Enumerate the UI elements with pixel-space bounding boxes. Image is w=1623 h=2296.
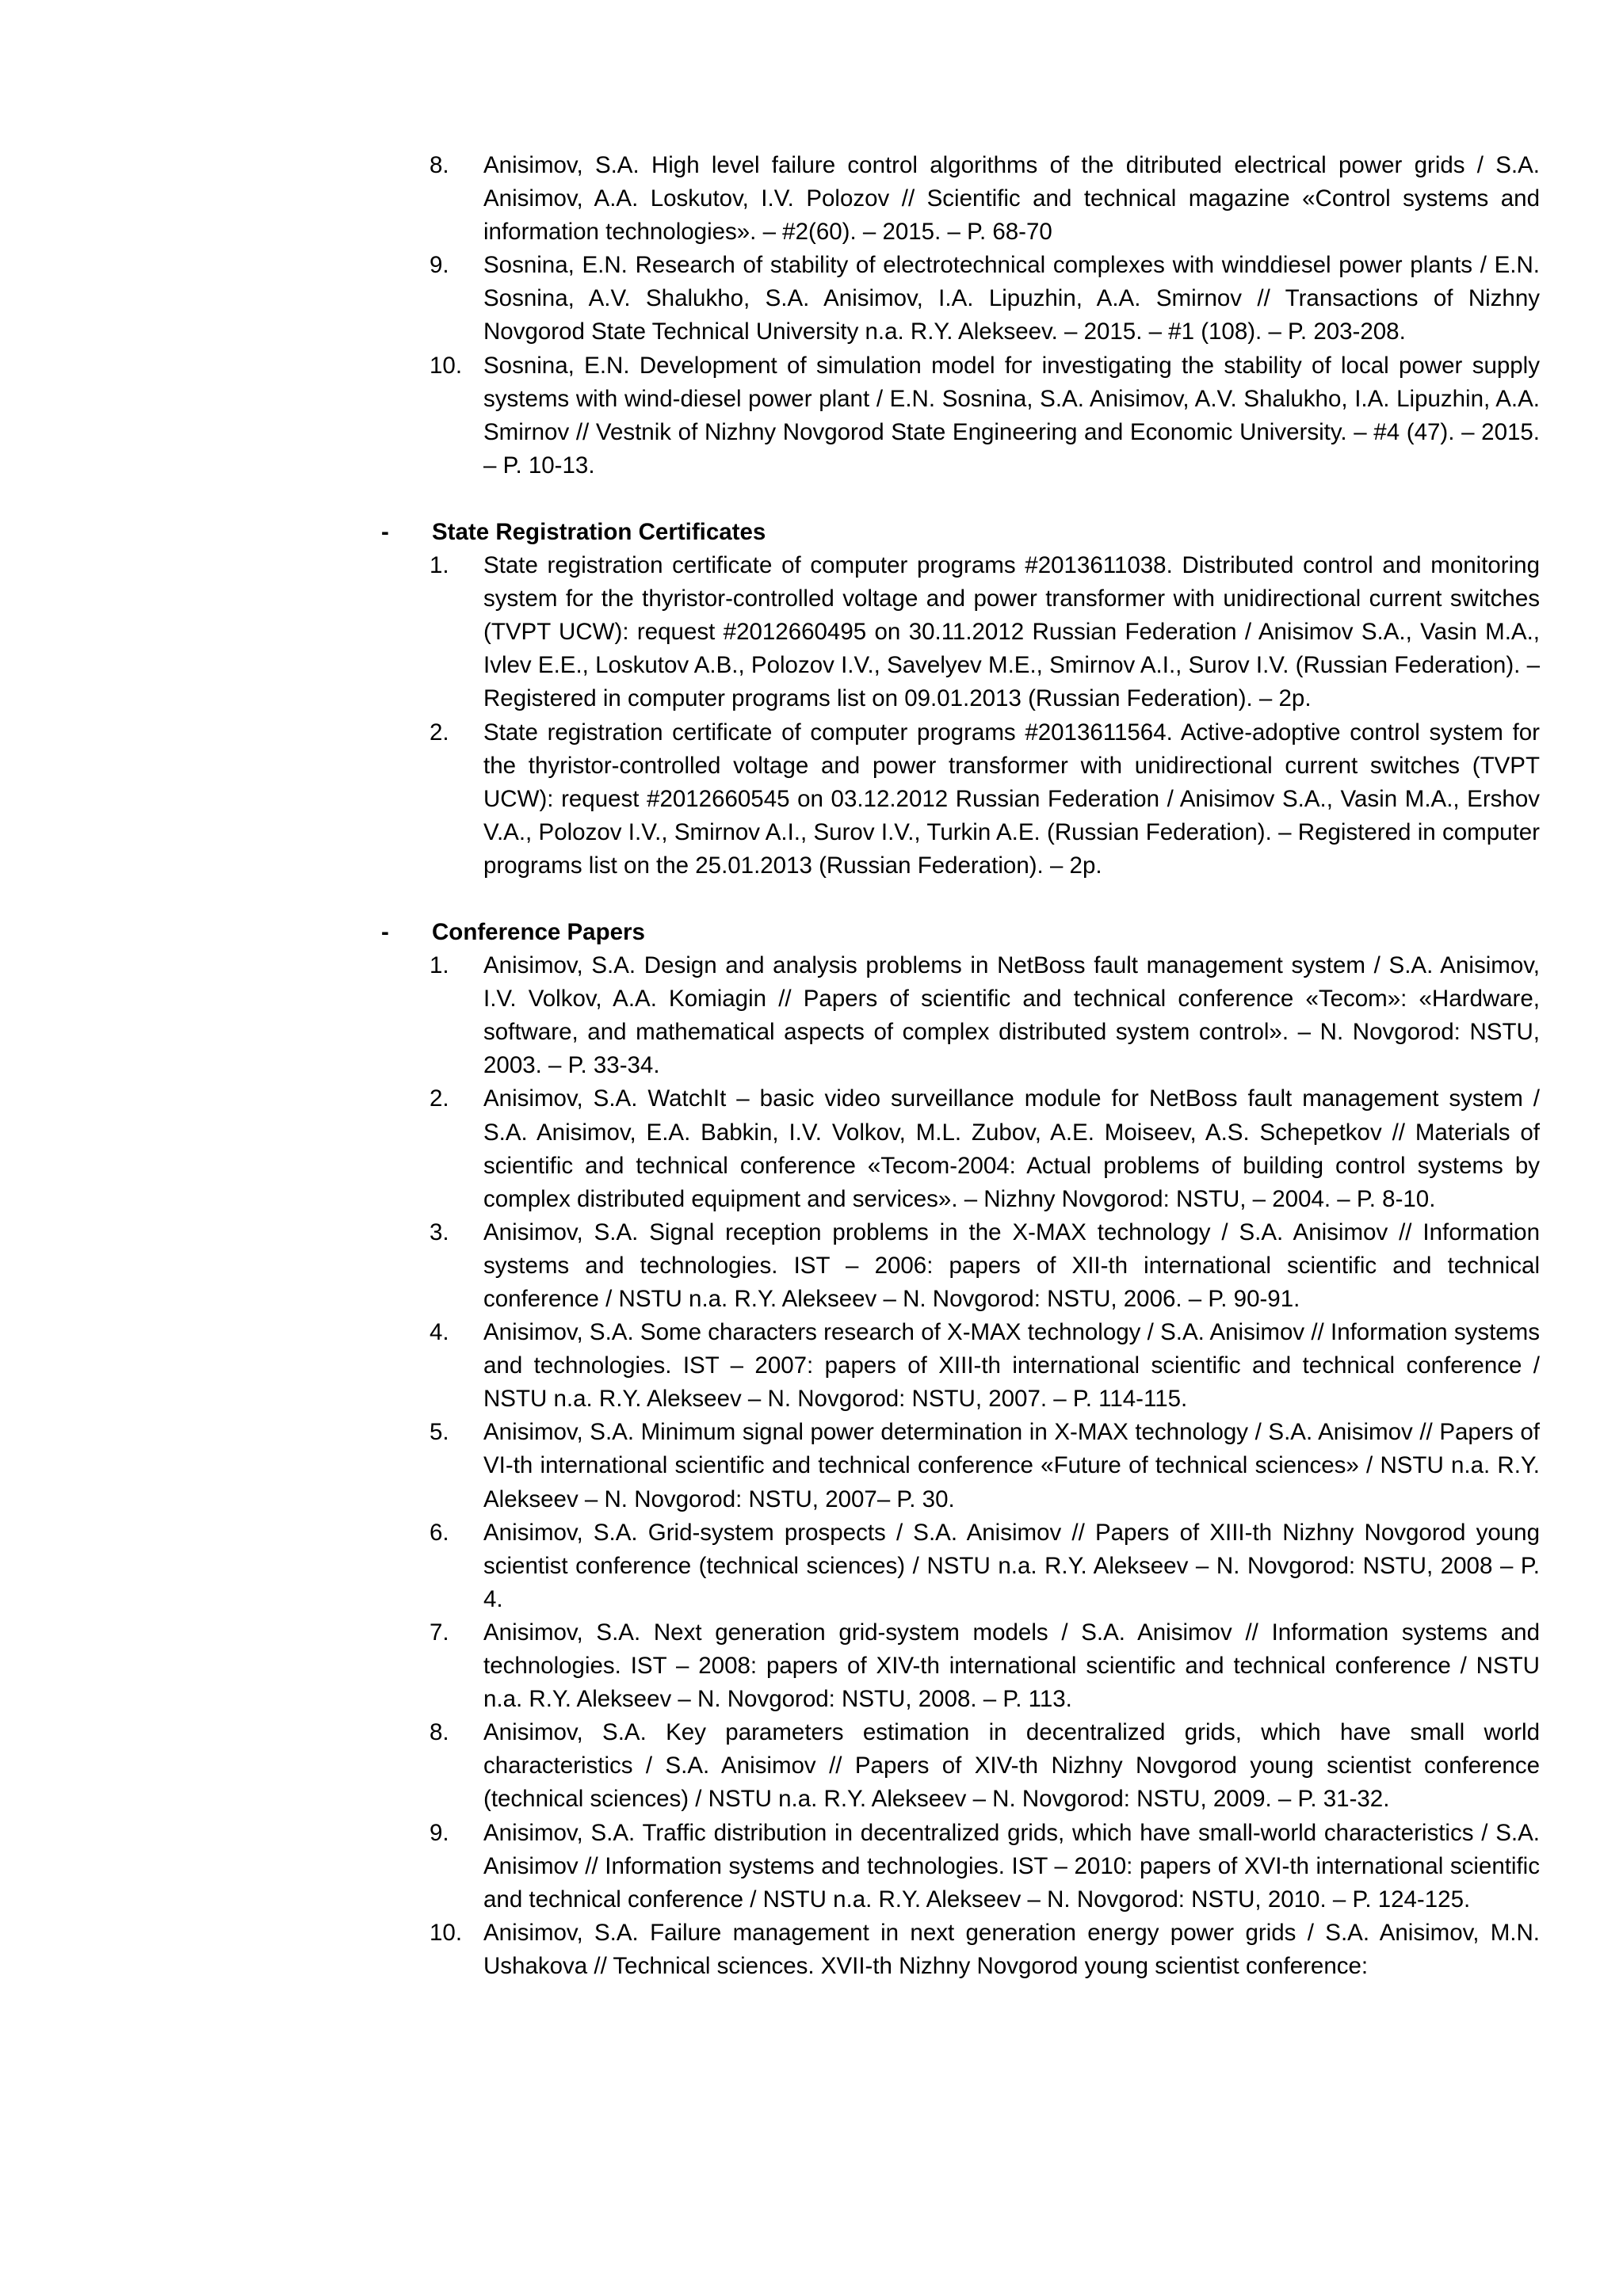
- item-number: 7.: [430, 1619, 449, 1646]
- item-text: State registration certificate of computer programs #2013611564. Active-adoptive control system for the thyristor-controlled voltage and power transformer with unidirectional current switches (TVPT UCW): request #2012660545 on 03.12.2012 Russian Federation / Anisimov S.A., Vasin M.A., Ershov V.A., Polozov I.V., Smirnov A.I., Surov I.V., Turkin A.E. (Russian Federation). – Registered in computer programs list on the 25.01.2013 (Russian Federation). – 2p.: [483, 719, 1540, 879]
- item-number: 10.: [430, 1919, 463, 1946]
- list-item: [376, 1817, 1540, 1917]
- list-item: [376, 1917, 1540, 1983]
- document-content: [376, 149, 1540, 1983]
- item-text: Sosnina, E.N. Research of stability of electrotechnical complexes with winddiesel power plants / E.N. Sosnina, A.V. Shalukho, S.A. Anisimov, I.A. Lipuzhin, A.A. Smirnov // Transactions of Nizhny Novgorod State Technical University n.a. R.Y. Alekseev. – 2015. – #1 (108). – P. 203-208.: [483, 252, 1540, 345]
- item-text: Anisimov, S.A. Failure management in next generation energy power grids / S.A. Anisimov, M.N. Ushakova // Technical sciences. XVII-th Nizhny Novgorod young scientist conference:: [483, 1919, 1540, 1979]
- item-number: 10.: [430, 352, 463, 379]
- item-number: 4.: [430, 1319, 449, 1346]
- item-text: Anisimov, S.A. Next generation grid-system models / S.A. Anisimov // Information systems and technologies. IST – 2008: papers of XIV-th international scientific and technical conference / NSTU n.a. R.Y. Alekseev – N. Novgorod: NSTU, 2008. – P. 113.: [483, 1619, 1540, 1713]
- item-number: 9.: [430, 1819, 449, 1846]
- section-bullet: -: [381, 918, 389, 945]
- state-registration-section: [376, 516, 1540, 883]
- item-text: Anisimov, S.A. High level failure control algorithms of the ditributed electrical power grids / S.A. Anisimov, A.A. Loskutov, I.V. Polozov // Scientific and technical magazine «Control systems and information technologies». – #2(60). – 2015. – P. 68-70: [483, 152, 1540, 246]
- journal-articles-list: [376, 149, 1540, 482]
- section-heading: [376, 516, 1540, 549]
- section-title: Conference Papers: [432, 918, 645, 945]
- list-item: [376, 549, 1540, 715]
- item-text: Anisimov, S.A. WatchIt – basic video surveillance module for NetBoss fault management system / S.A. Anisimov, E.A. Babkin, I.V. Volkov, M.L. Zubov, A.E. Moiseev, A.S. Schepetkov // Materials of scientific and technical conference «Tecom-2004: Actual problems of building control systems by complex distributed equipment and services». – Nizhny Novgorod: NSTU, – 2004. – P. 8-10.: [483, 1085, 1540, 1212]
- item-number: 5.: [430, 1419, 449, 1446]
- section-bullet: -: [381, 518, 389, 545]
- item-text: Sosnina, E.N. Development of simulation model for investigating the stability of local power supply systems with wind-diesel power plant / E.N. Sosnina, S.A. Anisimov, A.V. Shalukho, I.A. Lipuzhin, A.A. Smirnov // Vestnik of Nizhny Novgorod State Engineering and Economic University. – #4 (47). – 2015. – P. 10-13.: [483, 352, 1540, 479]
- list-item: [376, 1616, 1540, 1716]
- list-item: [376, 1516, 1540, 1616]
- state-registration-list: [376, 549, 1540, 883]
- item-number: 1.: [430, 552, 449, 579]
- list-item: [376, 349, 1540, 482]
- item-text: Anisimov, S.A. Grid-system prospects / S.A. Anisimov // Papers of XIII-th Nizhny Novgorod young scientist conference (technical sciences) / NSTU n.a. R.Y. Alekseev – N. Novgorod: NSTU, 2008 – P. 4.: [483, 1519, 1540, 1612]
- item-number: 8.: [430, 152, 449, 178]
- item-text: Anisimov, S.A. Some characters research of X-MAX technology / S.A. Anisimov // Information systems and technologies. IST – 2007: papers of XIII-th international scientific and technical conference / NSTU n.a. R.Y. Alekseev – N. Novgorod: NSTU, 2007. – P. 114-115.: [483, 1319, 1540, 1413]
- conference-papers-section: [376, 916, 1540, 1983]
- item-text: Anisimov, S.A. Signal reception problems in the X-MAX technology / S.A. Anisimov // Information systems and technologies. IST – 2006: papers of XII-th international scientific and technical conference / NSTU n.a. R.Y. Alekseev – N. Novgorod: NSTU, 2006. – P. 90-91.: [483, 1219, 1540, 1312]
- conference-papers-list: [376, 949, 1540, 1983]
- list-item: [376, 1082, 1540, 1215]
- item-number: 6.: [430, 1519, 449, 1546]
- item-text: Anisimov, S.A. Key parameters estimation in decentralized grids, which have small world characteristics / S.A. Anisimov // Papers of XIV-th Nizhny Novgorod young scientist conference (technical sciences) / NSTU n.a. R.Y. Alekseev – N. Novgorod: NSTU, 2009. – P. 31-32.: [483, 1719, 1540, 1813]
- item-text: Anisimov, S.A. Minimum signal power determination in X-MAX technology / S.A. Anisimov // Papers of VI-th international scientific and technical conference «Future of technical sciences» / NSTU n.a. R.Y. Alekseev – N. Novgorod: NSTU, 2007– P. 30.: [483, 1419, 1540, 1512]
- item-text: State registration certificate of computer programs #2013611038. Distributed control and monitoring system for the thyristor-controlled voltage and power transformer with unidirectional current switches (TVPT UCW): request #2012660495 on 30.11.2012 Russian Federation / Anisimov S.A., Vasin M.A., Ivlev E.E., Loskutov A.B., Polozov I.V., Savelyev M.E., Smirnov A.I., Surov I.V. (Russian Federation). – Registered in computer programs list on 09.01.2013 (Russian Federation). – 2p.: [483, 552, 1540, 712]
- section-title: State Registration Certificates: [432, 518, 766, 545]
- item-text: Anisimov, S.A. Traffic distribution in decentralized grids, which have small-world characteristics / S.A. Anisimov // Information systems and technologies. IST – 2010: papers of XVI-th international scientific and technical conference / NSTU n.a. R.Y. Alekseev – N. Novgorod: NSTU, 2010. – P. 124-125.: [483, 1819, 1540, 1913]
- list-item: [376, 249, 1540, 349]
- item-number: 9.: [430, 252, 449, 279]
- item-number: 1.: [430, 952, 449, 979]
- list-item: [376, 1216, 1540, 1316]
- item-number: 2.: [430, 719, 449, 746]
- list-item: [376, 716, 1540, 883]
- list-item: [376, 1416, 1540, 1516]
- list-item: [376, 1716, 1540, 1816]
- list-item: [376, 949, 1540, 1082]
- item-number: 3.: [430, 1219, 449, 1245]
- item-number: 8.: [430, 1719, 449, 1746]
- item-number: 2.: [430, 1085, 449, 1112]
- item-text: Anisimov, S.A. Design and analysis problems in NetBoss fault management system / S.A. Anisimov, I.V. Volkov, A.A. Komiagin // Papers of scientific and technical conference «Tecom»: «Hardware, software, and mathematical aspects of complex distributed system control». – N. Novgorod: NSTU, 2003. – P. 33-34.: [483, 952, 1540, 1079]
- list-item: [376, 149, 1540, 249]
- section-heading: [376, 916, 1540, 949]
- list-item: [376, 1316, 1540, 1416]
